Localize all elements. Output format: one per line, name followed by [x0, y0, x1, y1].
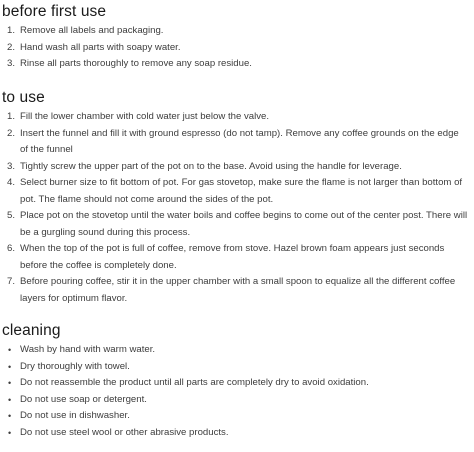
step-text: Remove all labels and packaging. — [20, 25, 164, 36]
step-number: 1. — [7, 111, 16, 122]
step-text: Hand wash all parts with soapy water. — [20, 41, 181, 53]
step-number: 4. — [7, 177, 16, 188]
list-item — [2, 208, 472, 241]
list-item — [2, 126, 472, 159]
step-text: When the top of the pot is full of coffee, remove from stove. Hazel brown foam appears just seconds before the coffee is completely done. — [20, 243, 445, 271]
step-text: Tightly screw the upper part of the pot on to the base. Avoid using the handle for leverage. — [20, 160, 402, 172]
bullet-icon: • — [8, 345, 12, 355]
bullet-icon: • — [8, 411, 12, 421]
before-first-use-list — [2, 23, 472, 73]
bullet-icon: • — [8, 361, 12, 372]
before-first-use-section — [2, 3, 472, 73]
step-text: Place pot on the stovetop until the water boils and coffee begins to come out of the center post. There will be a gurgling sound during this process. — [20, 210, 468, 238]
cleaning-text: Dry thoroughly with towel. — [20, 360, 130, 372]
step-number: 5. — [7, 210, 16, 221]
step-text: Before pouring coffee, stir it in the upper chamber with a small spoon to equalize all the different coffee layers for optimum flavor. — [20, 276, 456, 304]
list-item — [2, 109, 472, 126]
list-item — [2, 56, 472, 73]
step-number: 3. — [7, 160, 16, 172]
step-text: Rinse all parts thoroughly to remove any soap residue. — [20, 58, 252, 69]
cleaning-text: Do not use steel wool or other abrasive products. — [20, 426, 229, 438]
list-item — [2, 23, 472, 40]
cleaning-text: Do not reassemble the product until all parts are completely dry to avoid oxidation. — [20, 377, 369, 388]
step-number: 3. — [7, 58, 16, 69]
bullet-icon: • — [8, 394, 12, 405]
step-number: 7. — [7, 276, 16, 287]
list-item — [2, 241, 472, 274]
list-item — [2, 159, 472, 176]
step-number: 1. — [7, 25, 16, 36]
bullet-icon: • — [8, 427, 12, 438]
list-item — [2, 392, 472, 409]
step-number: 2. — [7, 41, 16, 53]
step-text: Select burner size to fit bottom of pot. For gas stovetop, make sure the flame is not larger than bottom of pot. The flame should not come around the sides of the pot. — [20, 177, 463, 205]
list-item — [2, 175, 472, 208]
step-number: 6. — [7, 243, 16, 254]
cleaning-text: Wash by hand with warm water. — [20, 344, 156, 355]
step-text: Fill the lower chamber with cold water just below the valve. — [20, 111, 270, 122]
step-text: Insert the funnel and fill it with ground espresso (do not tamp). Remove any coffee grounds on the edge of the funnel — [20, 127, 459, 155]
list-item — [2, 359, 472, 376]
list-item — [2, 342, 472, 359]
cleaning-heading: cleaning — [2, 322, 61, 339]
to-use-section — [2, 89, 472, 307]
step-number: 2. — [7, 127, 16, 139]
cleaning-section — [2, 322, 472, 441]
bullet-icon: • — [8, 378, 12, 388]
to-use-list — [2, 109, 472, 307]
cleaning-text: Do not use soap or detergent. — [20, 393, 147, 405]
list-item — [2, 425, 472, 442]
list-item — [2, 274, 472, 307]
cleaning-list — [2, 342, 472, 441]
list-item — [2, 40, 472, 57]
cleaning-text: Do not use in dishwasher. — [20, 410, 130, 421]
before-first-use-heading: before first use — [2, 3, 107, 20]
to-use-heading: to use — [2, 89, 45, 106]
list-item — [2, 408, 472, 425]
list-item — [2, 375, 472, 392]
